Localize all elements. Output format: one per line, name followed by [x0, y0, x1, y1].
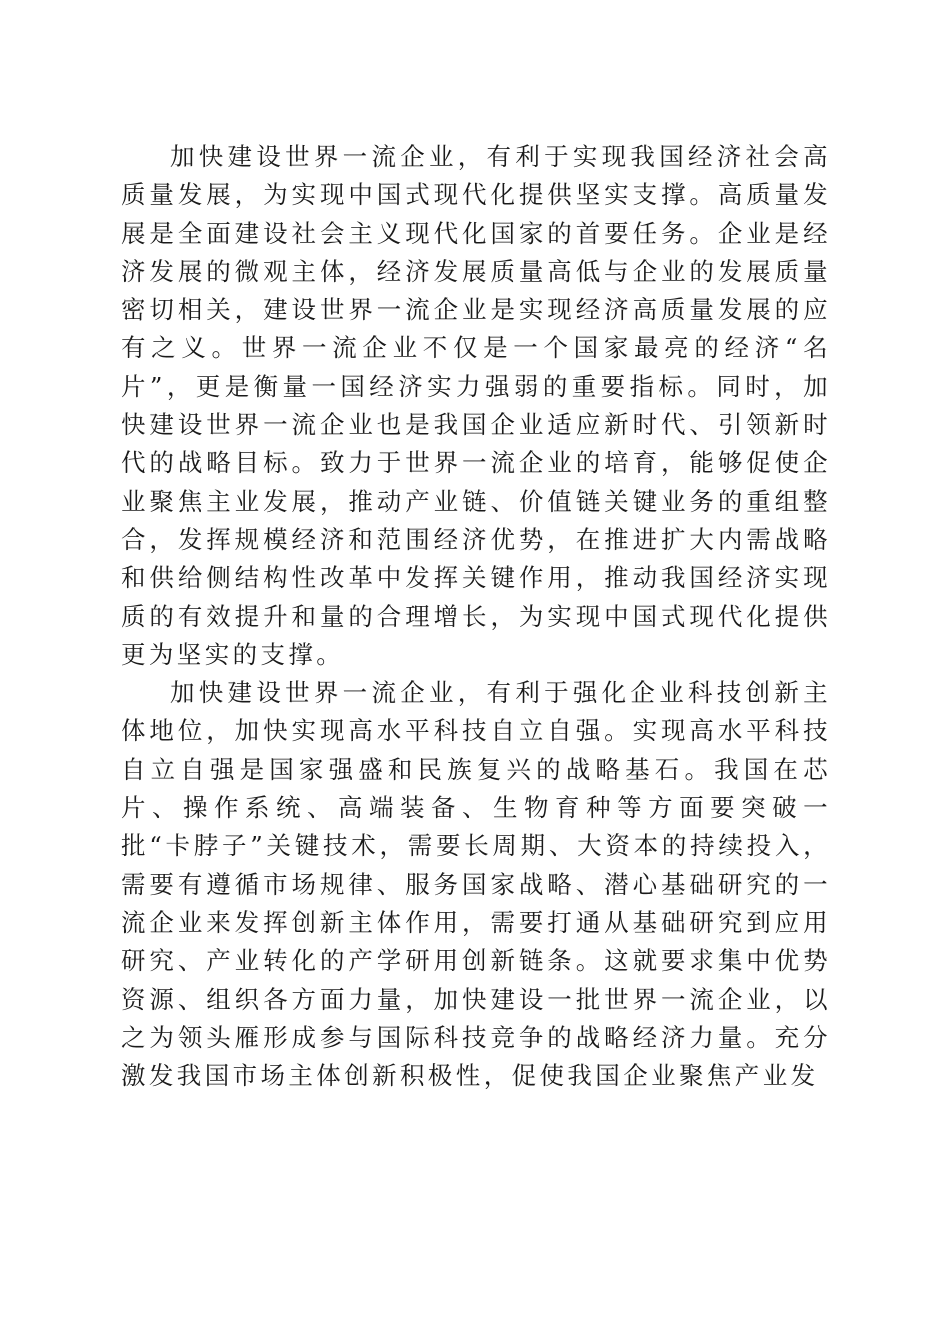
paragraph-1: 加快建设世界一流企业，有利于实现我国经济社会高质量发展，为实现中国式现代化提供坚实支撑。高质量发展是全面建设社会主义现代化国家的首要任务。企业是经济发展的微观主体，经济发展质量高低与企业的发展质量密切相关，建设世界一流企业是实现经济高质量发展的应有之义。世界一流企业不仅是一个国家最亮的经济“名片”，更是衡量一国经济实力强弱的重要指标。同时，加快建设世界一流企业也是我国企业适应新时代、引领新时代的战略目标。致力于世界一流企业的培育，能够促使企业聚焦主业发展，推动产业链、价值链关键业务的重组整合，发挥规模经济和范围经济优势，在推进扩大内需战略和供给侧结构性改革中发挥关键作用，推动我国经济实现质的有效提升和量的合理增长，为实现中国式现代化提供更为坚实的支撑。 — [121, 142, 831, 669]
document-body — [121, 138, 831, 1095]
paragraph-2: 加快建设世界一流企业，有利于强化企业科技创新主体地位，加快实现高水平科技自立自强。实现高水平科技自立自强是国家强盛和民族复兴的战略基石。我国在芯片、操作系统、高端装备、生物育种等方面要突破一批“卡脖子”关键技术，需要长周期、大资本的持续投入，需要有遵循市场规律、服务国家战略、潜心基础研究的一流企业来发挥创新主体作用，需要打通从基础研究到应用研究、产业转化的产学研用创新链条。这就要求集中优势资源、组织各方面力量，加快建设一批世界一流企业，以之为领头雁形成参与国际科技竞争的战略经济力量。充分激发我国市场主体创新积极性，促使我国企业聚焦产业发 — [121, 678, 831, 1091]
